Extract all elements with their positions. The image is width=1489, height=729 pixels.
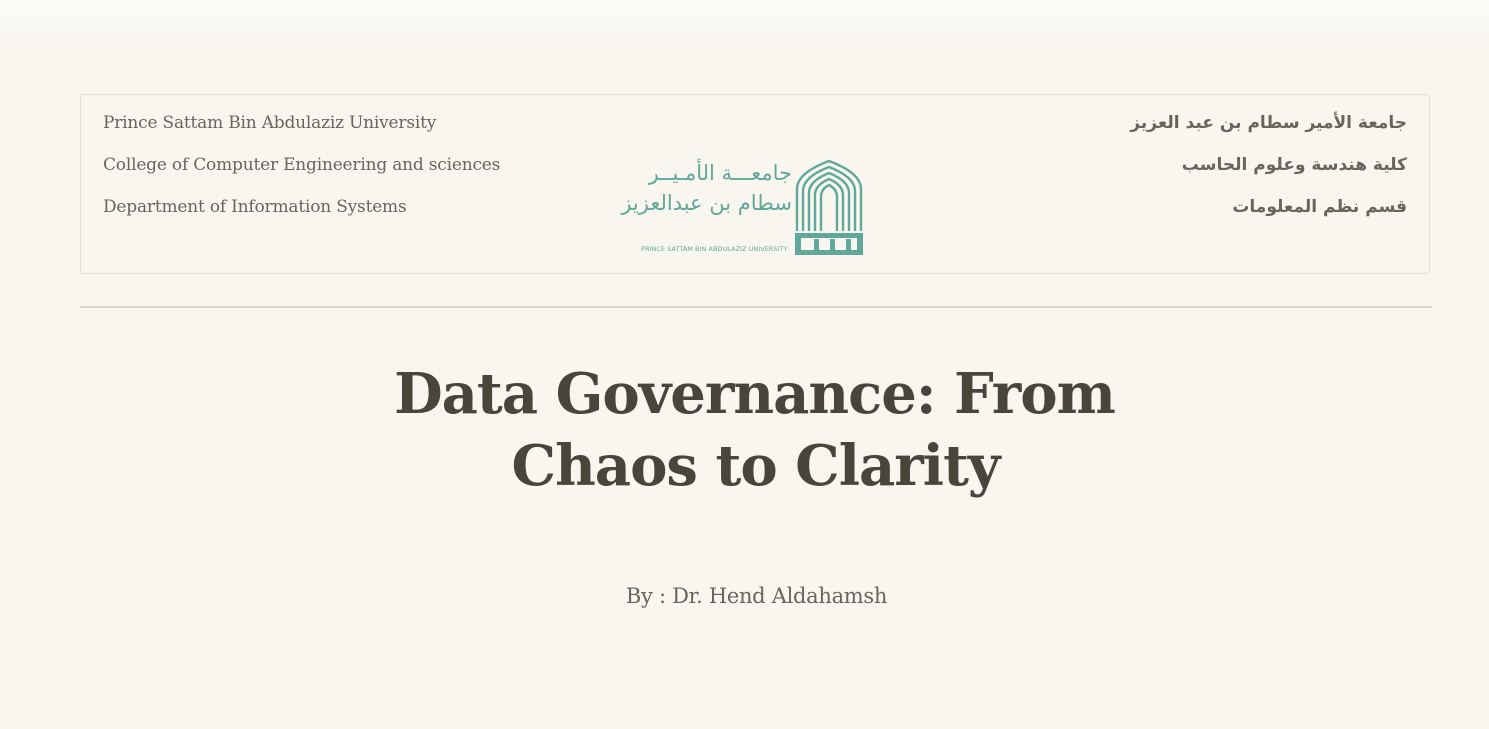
college-name-ar: كلية هندسة وعلوم الحاسب [1181, 155, 1407, 175]
college-name-en: College of Computer Engineering and sciences [103, 155, 501, 175]
logo-arabic-line-1: جامعـــة الأمـيــر [648, 161, 792, 185]
title-line-1: Data Governance: From [394, 361, 1115, 427]
arch-emblem-icon [794, 159, 864, 257]
presentation-title [0, 358, 1489, 502]
logo-english-text: PRINCE SATTAM BIN ABDULAZIZ UNIVERSITY [641, 245, 788, 253]
top-fade [0, 0, 1489, 40]
logo-arabic-line-2: سطام بن عبدالعزيز [621, 191, 792, 215]
university-header [80, 94, 1430, 274]
header-english-block [103, 110, 500, 236]
university-name-en: Prince Sattam Bin Abdulaziz University [103, 113, 437, 133]
title-line-2: Chaos to Clarity [511, 433, 1000, 499]
header-arabic-block [1130, 110, 1407, 236]
author-byline: By : Dr. Hend Aldahamsh [625, 584, 888, 608]
header-divider [80, 306, 1432, 308]
department-name-en: Department of Information Systems [103, 197, 407, 217]
university-name-ar: جامعة الأمير سطام بن عبد العزيز [1130, 113, 1407, 133]
department-name-ar: قسم نظم المعلومات [1232, 197, 1407, 217]
university-logo [621, 157, 868, 261]
